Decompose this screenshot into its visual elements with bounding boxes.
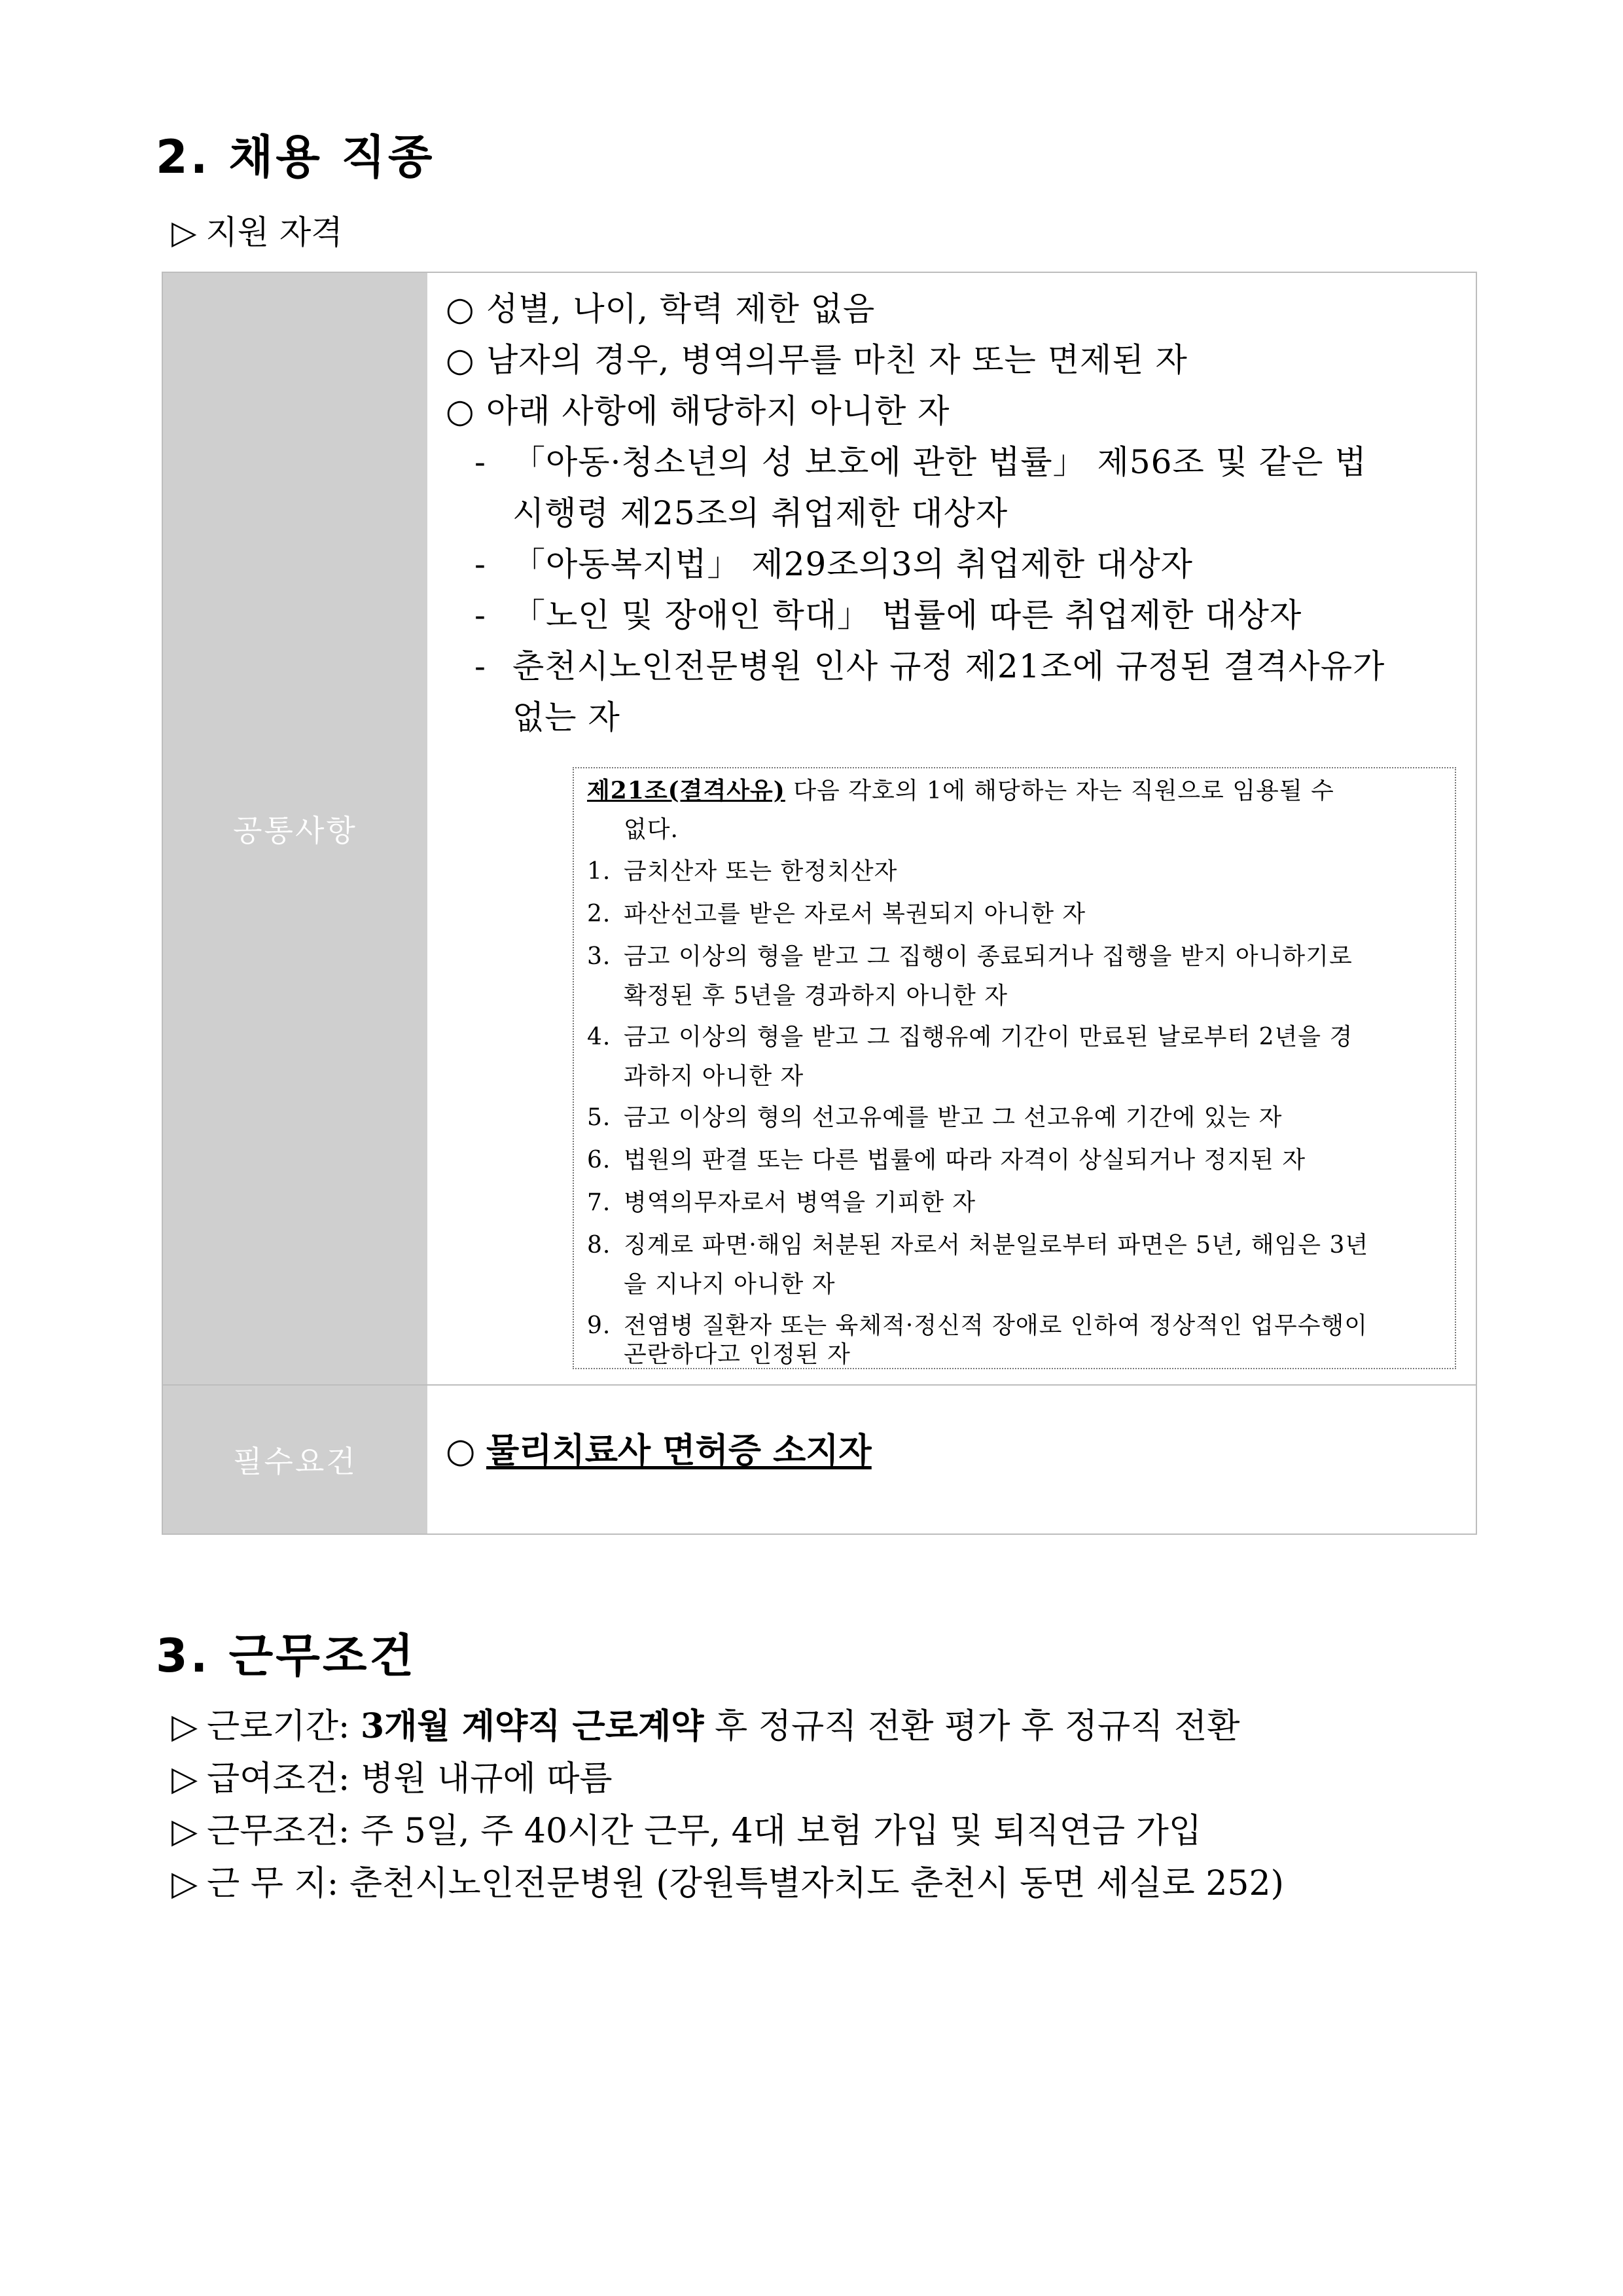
workplace-line: ▷ 근 무 지: 춘천시노인전문병원 (강원특별자치도 춘천시 동면 세실로 252) [171,1864,1284,1903]
regulation-item: 3. 금고 이상의 형을 받고 그 집행이 종료되거나 집행을 받지 아니하기로 [587,943,1353,970]
triangle-bullet-icon: ▷ [171,1707,198,1746]
salary-line: ▷ 급여조건: 병원 내규에 따름 [171,1759,613,1799]
exclusion-item: - 「아동복지법」 제29조의3의 취업제한 대상자 [474,545,1193,583]
triangle-bullet-icon: ▷ [171,213,197,251]
section-2-title: 2. 채용 직종 [156,130,435,184]
common-bullet: ○ 아래 사항에 해당하지 아니한 자 [446,392,950,430]
regulation-item: 5. 금고 이상의 형의 선고유예를 받고 그 선고유예 기간에 있는 자 [587,1104,1283,1131]
circle-bullet-icon: ○ [446,341,475,379]
exclusion-item: - 「노인 및 장애인 학대」 법률에 따른 취업제한 대상자 [474,596,1302,634]
exclusion-item: - 춘천시노인전문병원 인사 규정 제21조에 규정된 결격사유가 [474,647,1385,685]
regulation-item: 9. 전염병 질환자 또는 육체적·정신적 장애로 인하여 정상적인 업무수행이 [587,1312,1368,1339]
circle-bullet-icon: ○ [446,1431,476,1471]
common-bullet: ○ 남자의 경우, 병역의무를 마친 자 또는 면제된 자 [446,341,1188,379]
regulation-box [573,767,1456,1369]
exclusion-item: - 「아동·청소년의 성 보호에 관한 법률」 제56조 및 같은 법 [474,443,1367,481]
working-conditions-line: ▷ 근무조건: 주 5일, 주 40시간 근무, 4대 보험 가입 및 퇴직연금 가입 [171,1812,1202,1851]
regulation-item: 4. 금고 이상의 형을 받고 그 집행유예 기간이 만료된 날로부터 2년을 경 [587,1024,1353,1050]
circle-bullet-icon: ○ [446,290,475,328]
required-item: ○ 물리치료사 면허증 소지자 [446,1431,872,1471]
required-row [163,1386,1476,1534]
triangle-bullet-icon: ▷ [171,1759,198,1799]
regulation-item: 2. 파산선고를 받은 자로서 복권되지 아니한 자 [587,901,1086,927]
common-label: 공통사항 [163,273,427,1384]
required-content [427,1386,1476,1534]
qualification-subheading [171,213,343,251]
regulation-item: 6. 법원의 판결 또는 다른 법률에 따라 자격이 상실되거나 정지된 자 [587,1147,1306,1174]
common-bullet: ○ 성별, 나이, 학력 제한 없음 [446,290,876,328]
triangle-bullet-icon: ▷ [171,1864,198,1903]
exclusion-item: 없는 자 [512,698,620,736]
qualification-subheading-text: 지원 자격 [205,213,343,251]
regulation-item-cont: 확정된 후 5년을 경과하지 아니한 자 [624,982,1008,1009]
regulation-intro-cont: 없다. [624,816,679,843]
regulation-item-cont: 곤란하다고 인정된 자 [624,1341,851,1368]
regulation-intro: 제21조(결격사유) 다음 각호의 1에 해당하는 자는 직원으로 임용될 수 [587,777,1334,804]
circle-bullet-icon: ○ [446,392,475,430]
regulation-heading: 제21조(결격사유) [587,777,785,804]
required-label: 필수요건 [163,1386,427,1534]
triangle-bullet-icon: ▷ [171,1812,198,1851]
exclusion-item: 시행령 제25조의 취업제한 대상자 [512,494,1008,532]
regulation-item: 1. 금치산자 또는 한정치산자 [587,858,898,885]
regulation-item: 7. 병역의무자로서 병역을 기피한 자 [587,1189,976,1216]
regulation-item-cont: 과하지 아니한 자 [624,1063,804,1090]
section-3-title: 3. 근무조건 [156,1629,417,1683]
regulation-item-cont: 을 지나지 아니한 자 [624,1271,836,1298]
work-period-line: ▷ 근로기간: 3개월 계약직 근로계약 후 정규직 전환 평가 후 정규직 전환 [171,1706,1240,1746]
regulation-item: 8. 징계로 파면·해임 처분된 자로서 처분일로부터 파면은 5년, 해임은 3년 [587,1232,1369,1259]
